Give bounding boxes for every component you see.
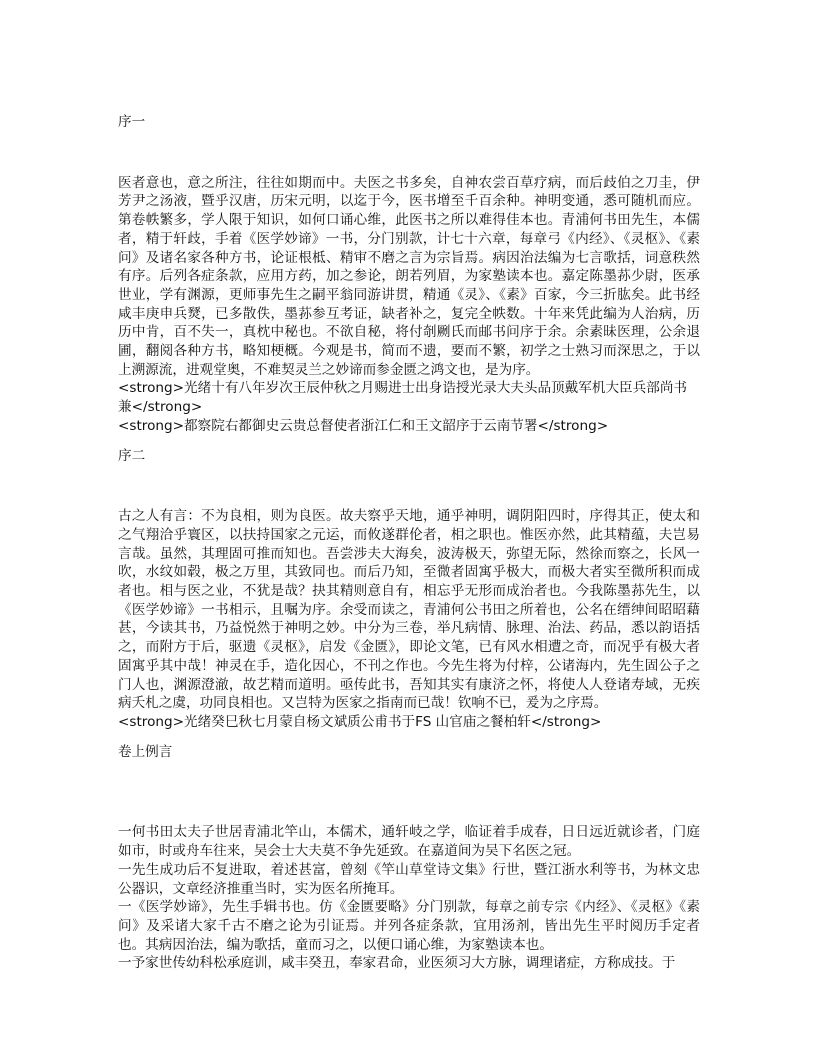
preface-1-signature-2: <strong>都察院右都御史云贵总督使者浙江仁和王文韶序于云南节署</strong> bbox=[118, 417, 609, 434]
note-item: 一先生成功后不复进取，着述甚富，曾刻《竿山草堂诗文集》行世，暨江浙水利等书，为林文忠公器识，文章经济推重当时，实为医名所掩耳。 bbox=[118, 861, 700, 897]
note-item: 一何书田太夫子世居青浦北竿山，本儒术，通轩岐之学，临证着手成春，日日远近就诊者，门庭如市，时或舟车往来，吴会士大夫莫不争先延致。在嘉道间为吴下名医之冠。 bbox=[118, 824, 700, 860]
section-title-volume-1-notes: 卷上例言 bbox=[118, 743, 173, 760]
preface-1-body: 医者意也，意之所注，往往如期而中。夫医之书多矣，自神农尝百草疗病，而后歧伯之刀圭，伊芳尹之汤液，暨乎汉唐，历宋元明，以迄于今，医书增至千百余种。神明变通，悉可随机而应。第卷帙繁多，学人限于知识，如何口诵心维，此医书之所以难得佳本也。青浦何书田先生，本儒者，精于轩歧，手着《医学妙谛》一书，分门别款，计七十六章，每章弓《内经》、《灵枢》、《素问》及诸名家各种方书，论证根柢、精审不磨之言为宗旨焉。病因治法编为七言歌括，词意秩然有序。后列各症条款，应用方药，加之参论，朗若列眉，为家塾读本也。嘉定陈墨荪少尉，医承世业，学有渊源，更师事先生之嗣平翁同游讲贯，精通《灵》、《素》百家，今三折肱矣。此书经咸丰庚申兵燹，已多散佚，墨荪参互考证，缺者补之，复完全帙数。十年来凭此编为人治病，历历中肯，百不失一，真枕中秘也。不欲自秘，将付剞劂氏而邮书问序于余。余素昧医理，公余退圃，翻阅各种方书，略知梗概。今观是书，简而不遗，要而不繁，初学之士熟习而深思之，于以上溯源流，进观堂奥，不难契灵兰之妙谛而参金匮之鸿文也，是为序。 bbox=[118, 174, 700, 378]
document-page bbox=[118, 113, 700, 973]
preface-2-signature: <strong>光绪癸巳秋七月蒙自杨文斌质公甫书于FS 山官庙之餐柏轩</strong> bbox=[118, 713, 602, 730]
note-item: 一予家世传幼科松承庭训，咸丰癸丑，奉家君命，业医须习大方脉，调理诸症，方称成技。于 bbox=[118, 955, 676, 972]
preface-1-signature-1: <strong>光绪十有八年岁次王辰仲秋之月赐进士出身诰授光录大夫头品顶戴军机大臣兵部尚书兼</strong> bbox=[118, 380, 688, 416]
section-title-preface-1: 序一 bbox=[118, 114, 146, 130]
section-title-preface-2: 序二 bbox=[118, 447, 146, 464]
note-item: 一《医学妙谛》，先生手辑书也。仿《金匮要略》分门别款，每章之前专宗《内经》、《灵枢》《素问》及采诸大家千古不磨之论为引证焉。并列各症条款，宜用汤剂，皆出先生平时阅历手定者也。其病因治法，编为歌括，童而习之，以便口诵心维，为家塾读本也。 bbox=[118, 899, 700, 953]
preface-2-body: 古之人有言：不为良相，则为良医。故夫察乎天地，通乎神明，调阴阳四时，序得其正，使太和之气翔洽乎寰区，以扶持国家之元运，而攸遂群伦者，相之职也。惟医亦然，此其精蕴，夫岂易言哉。虽然，其理固可推而知也。吾尝涉夫大海矣，波涛极天，弥望无际，然徐而察之，长风一吹，水纹如毂，极之万里，其致同也。而后乃知，至微者固寓乎极大，而极大者实至微所积而成者也。相与医之业，不犹是哉？抉其精则意自有，相忘乎无形而成治者也。今我陈墨荪先生，以《医学妙谛》一书相示，且嘱为序。余受而读之，青浦何公书田之所着也，公名在缙绅间昭昭藉甚，今读其书，乃益悦然于神明之妙。中分为三卷，举凡病情、脉理、治法、药品，悉以韵语括之，而附方于后，驱遗《灵枢》，启发《金匮》，即论文笔，已有风水相遭之奇，而况乎有极大者固寓乎其中哉！神灵在手，造化因心，不刊之作也。今先生将为付梓，公诸海内，先生固公子之门人也，渊源澄澈，故艺精而道明。亟传此书，吾知其实有康济之怀，将使人人登诸寿域，无疾病夭札之虞，功同良相也。又岂特为医家之指南而已哉！钦响不已，爰为之序焉。 bbox=[118, 508, 700, 712]
